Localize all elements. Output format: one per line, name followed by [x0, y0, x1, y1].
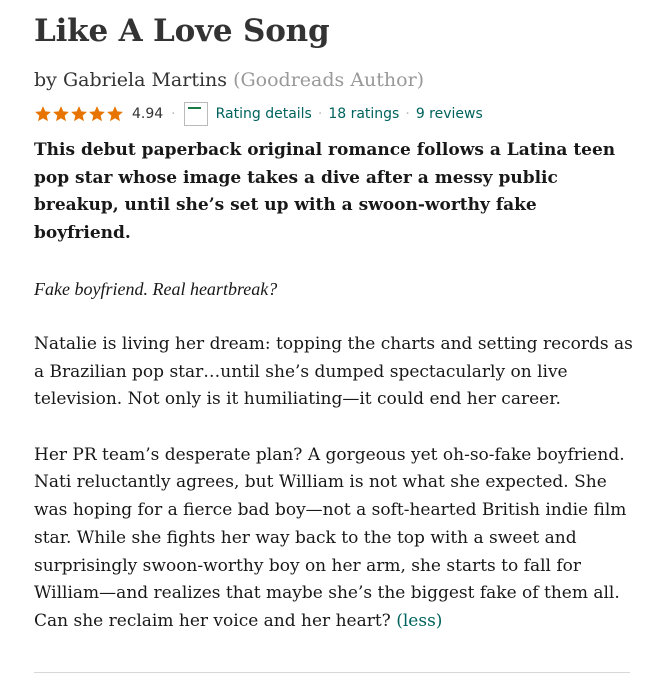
star-icon	[34, 105, 52, 123]
separator: ·	[317, 106, 323, 122]
book-details	[34, 12, 634, 636]
book-title: Like A Love Song	[34, 13, 330, 49]
rating-details-link[interactable]: Rating details	[215, 106, 312, 122]
ratings-count-link[interactable]: 18 ratings	[328, 106, 400, 122]
average-rating: 4.94	[132, 106, 164, 122]
description-paragraph-last	[34, 442, 634, 636]
description-paragraph: Natalie is living her dream: topping the charts and setting records as a Brazilian pop star…until she’s dumped spectacularly on live television. Not only is it humiliating—it could end her career.	[34, 333, 633, 410]
author-line	[34, 68, 634, 92]
rating-row	[34, 100, 634, 128]
rating-chart-icon[interactable]	[184, 102, 208, 126]
description-intro: This debut paperback original romance follows a Latina teen pop star whose image takes a dive after a messy public breakup, until she’s set up with a swoon-worthy fake boyfriend.	[34, 140, 616, 244]
by-label: by	[34, 69, 57, 91]
book-description	[34, 137, 634, 636]
description-paragraph-text: Her PR team’s desperate plan? A gorgeous yet oh-so-fake boyfriend. Nati reluctantly agrees, but William is not what she expected. She was hoping for a fierce bad boy—not a soft-hearted British indie film star. While she fights her way back to the top with a sweet and surprisingly swoon-worthy boy on her arm, she starts to fall for William—and realizes that maybe she’s the biggest fake of them all. Can she reclaim her voice and her heart?	[34, 444, 627, 631]
description-tagline: Fake boyfriend. Real heartbreak?	[34, 278, 278, 299]
star-icon	[106, 105, 124, 123]
separator: ·	[171, 106, 176, 122]
star-rating	[34, 104, 124, 124]
author-name-link[interactable]: Gabriela Martins	[62, 69, 228, 91]
star-icon	[70, 105, 88, 123]
divider	[34, 672, 630, 673]
separator: ·	[405, 106, 410, 122]
author-role: (Goodreads Author)	[233, 69, 425, 91]
less-link[interactable]: (less)	[396, 610, 443, 631]
reviews-count-link[interactable]: 9 reviews	[415, 106, 483, 122]
star-icon	[88, 105, 106, 123]
star-icon	[52, 105, 70, 123]
